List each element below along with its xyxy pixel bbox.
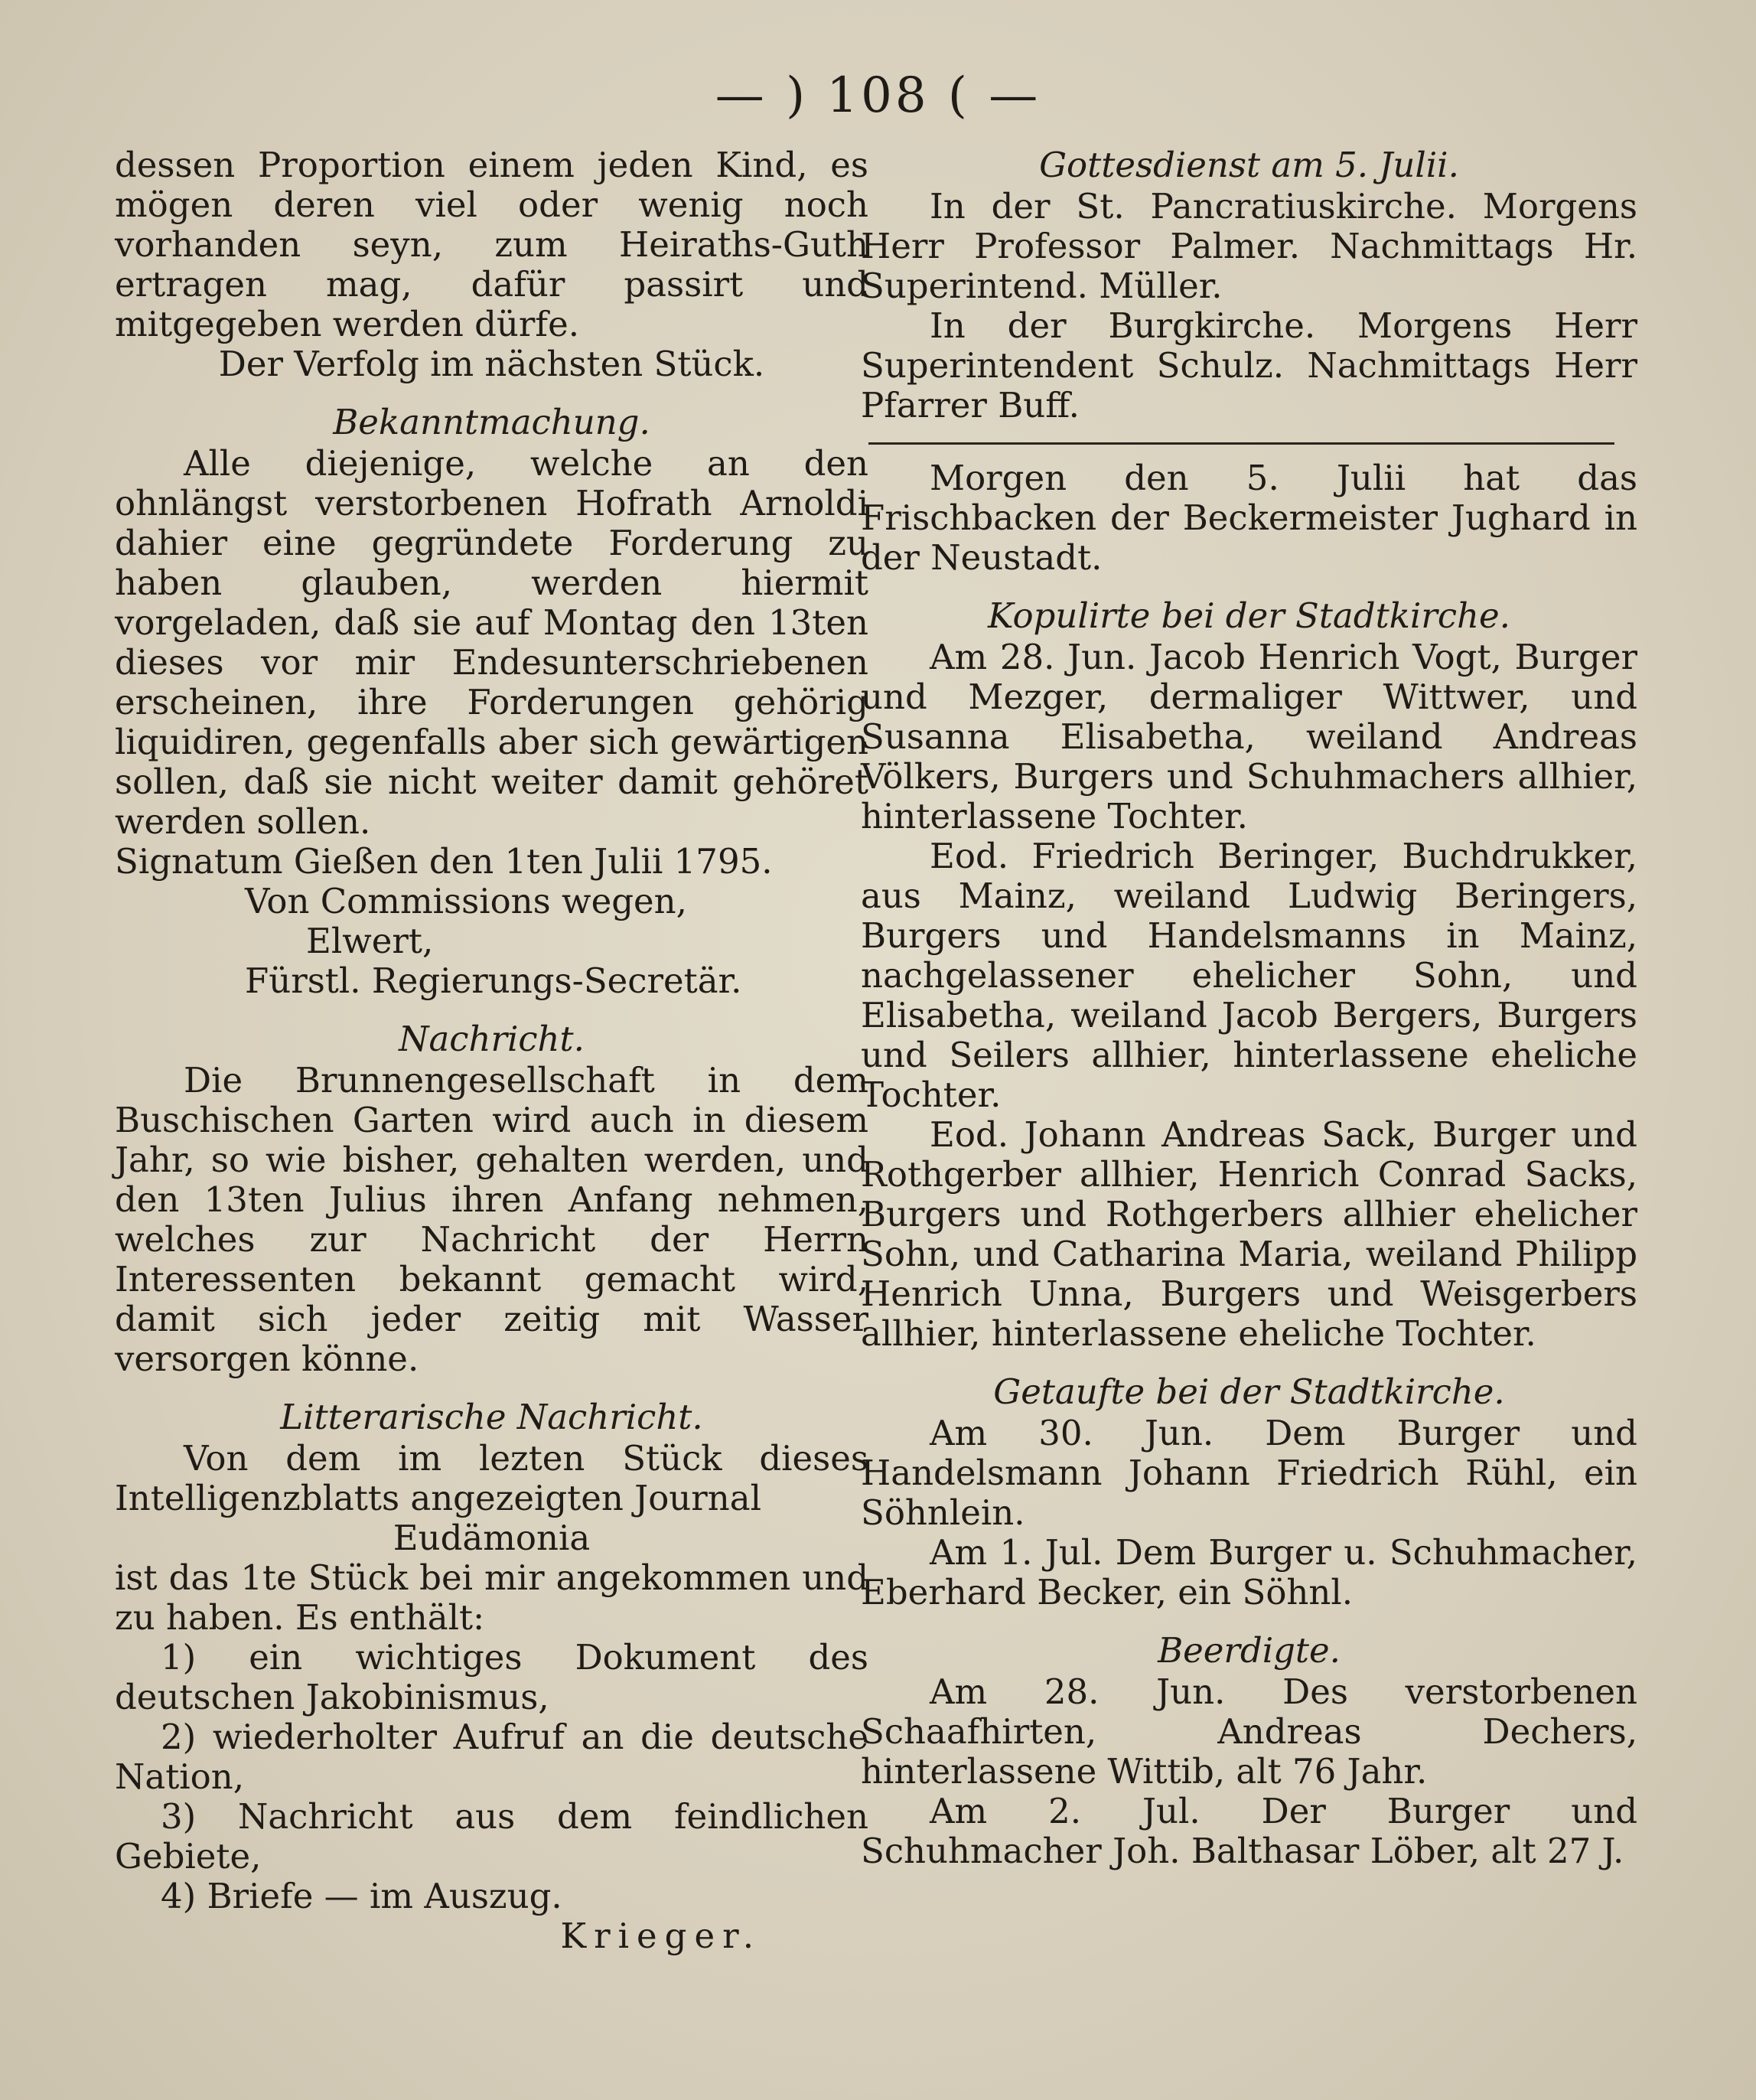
continuation-note: Der Verfolg im nächsten Stück. bbox=[218, 344, 765, 384]
list-item: 1) ein wichtiges Dokument des deutschen Jakobinismus, bbox=[115, 1637, 868, 1717]
literary-notice-text: ist das 1te Stück bei mir angekommen und zu haben. Es enthält: bbox=[115, 1557, 868, 1638]
announcement-date: Signatum Gießen den 1ten Julii 1795. bbox=[115, 841, 773, 882]
section-divider bbox=[868, 442, 1614, 445]
burial-entry: Am 2. Jul. Der Burger und Schuhmacher Joh. Balthasar Löber, alt 27 J. bbox=[861, 1791, 1637, 1871]
list-item: 2) wiederholter Aufruf an die deutsche Nation, bbox=[115, 1717, 868, 1797]
marriage-entry: Am 28. Jun. Jacob Henrich Vogt, Burger und Mezger, dermaliger Wittwer, und Susanna Elisabetha, weiland Andreas Völkers, Burgers und Schuhmachers allhier, hinterlassene Tochter. bbox=[861, 637, 1637, 836]
burials-heading: Beerdigte. bbox=[1158, 1630, 1341, 1671]
literary-notice-heading: Litterarische Nachricht. bbox=[280, 1397, 703, 1437]
baptisms-heading: Getaufte bei der Stadtkirche. bbox=[993, 1371, 1505, 1412]
baptism-entry: Am 1. Jul. Dem Burger u. Schuhmacher, Eberhard Becker, ein Söhnl. bbox=[861, 1532, 1637, 1612]
list-item: 4) Briefe — im Auszug. bbox=[161, 1876, 562, 1916]
announcement-heading: Bekanntmachung. bbox=[333, 402, 650, 442]
literary-notice-intro: Von dem im lezten Stück dieses Intelligenzblatts angezeigten Journal bbox=[115, 1438, 868, 1518]
marriage-entry: Eod. Johann Andreas Sack, Burger und Rothgerber allhier, Henrich Conrad Sacks, Burgers und Rothgerbers allhier ehelicher Sohn, und Catharina Maria, weiland Philipp Henrich Unna, Burgers und Weisgerbers allhier, hinterlassene eheliche Tochter. bbox=[861, 1114, 1637, 1354]
notice-body: Die Brunnengesellschaft in dem Buschischen Garten wird auch in diesem Jahr, so wie bisher, gehalten werden, und den 13ten Julius ihren Anfang nehmen, welches zur Nachricht der Herrn Interessenten bekannt gemacht wird, damit sich jeder zeitig mit Wasser versorgen könne. bbox=[115, 1060, 868, 1379]
church-service-heading: Gottesdienst am 5. Julii. bbox=[1039, 145, 1459, 185]
announcement-signature-name: Elwert, bbox=[306, 921, 434, 961]
notice-heading: Nachricht. bbox=[399, 1019, 585, 1059]
announcement-body: Alle diejenige, welche an den ohnlängst verstorbenen Hofrath Arnoldi dahier eine gegründete Forderung zu haben glauben, werden hiermit vorgeladen, daß sie auf Montag den 13ten dieses vor mir Endesunterschriebenen erscheinen, ihre Forderungen gehörig liquidiren, gegenfalls aber sich gewärtigen sollen, daß sie nicht weiter damit gehöret werden sollen. bbox=[115, 443, 868, 842]
right-column bbox=[861, 145, 1637, 1871]
journal-title: Eudämonia bbox=[393, 1518, 591, 1558]
continued-text: dessen Proportion einem jeden Kind, es mögen deren viel oder wenig noch vorhanden seyn, zum Heiraths-Guth ertragen mag, dafür passirt und mitgegeben werden dürfe. bbox=[115, 145, 868, 344]
literary-notice-signature: Krieger. bbox=[560, 1916, 761, 1956]
page-number-header: — ) 108 ( — bbox=[715, 67, 1041, 124]
baking-notice: Morgen den 5. Julii hat das Frischbacken der Beckermeister Jughard in der Neustadt. bbox=[861, 458, 1637, 578]
church-service-pancratius: In der St. Pancratiuskirche. Morgens Herr Professor Palmer. Nachmittags Hr. Superintend. Müller. bbox=[861, 186, 1637, 306]
burial-entry: Am 28. Jun. Des verstorbenen Schaafhirten, Andreas Dechers, hinterlassene Wittib, alt 76 Jahr. bbox=[861, 1671, 1637, 1792]
announcement-signature-title: Fürstl. Regierungs-Secretär. bbox=[245, 960, 742, 1001]
list-item: 3) Nachricht aus dem feindlichen Gebiete, bbox=[115, 1796, 868, 1877]
marriages-heading: Kopulirte bei der Stadtkirche. bbox=[988, 595, 1510, 636]
marriage-entry: Eod. Friedrich Beringer, Buchdrukker, aus Mainz, weiland Ludwig Beringers, Burgers und Handelsmanns in Mainz, nachgelassener ehelicher Sohn, und Elisabetha, weiland Jacob Bergers, Burgers und Seilers allhier, hinterlassene eheliche Tochter. bbox=[861, 836, 1637, 1115]
baptism-entry: Am 30. Jun. Dem Burger und Handelsmann Johann Friedrich Rühl, ein Söhnlein. bbox=[861, 1413, 1637, 1533]
church-service-burgkirche: In der Burgkirche. Morgens Herr Superintendent Schulz. Nachmittags Herr Pfarrer Buff. bbox=[861, 305, 1637, 426]
left-column bbox=[115, 145, 868, 1956]
announcement-signature-line1: Von Commissions wegen, bbox=[245, 881, 687, 921]
